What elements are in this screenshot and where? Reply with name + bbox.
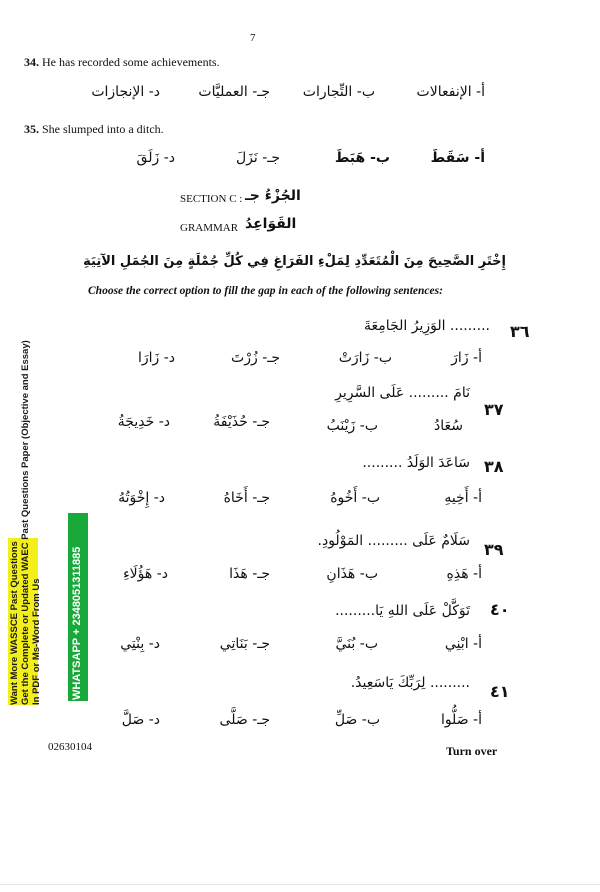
q35-option-b: ب- هَبَطَ bbox=[334, 150, 390, 166]
q34-option-c: جـ- العمليَّات bbox=[198, 84, 270, 100]
q41-option-b: ب- صَلِّ bbox=[334, 712, 380, 728]
q37-option-b: ب- زَيْنَبُ bbox=[326, 418, 378, 434]
q36-option-b: ب- زَارَتْ bbox=[338, 350, 392, 366]
q40-number: ٤٠ bbox=[490, 600, 510, 619]
q41-number: ٤١ bbox=[490, 682, 510, 701]
q35-option-a: أ- سَقَطَ bbox=[430, 150, 485, 166]
paper-code: 02630104 bbox=[48, 741, 92, 753]
q38-option-b: ب- أَخُوهُ bbox=[330, 490, 380, 506]
q39-option-d: د- هَؤُلَاءِ bbox=[123, 566, 168, 582]
q37-option-d: د- خَدِيجَةُ bbox=[117, 414, 170, 430]
q37-option-a: سُعَادُ bbox=[434, 418, 463, 434]
q39-option-a: أ- هَذِهِ bbox=[446, 566, 482, 582]
q34-option-b: ب- التِّجارات bbox=[302, 84, 375, 100]
q34-option-d: د- الإنجازات bbox=[91, 84, 160, 100]
q40-option-d: د- بِنْتِي bbox=[120, 636, 160, 652]
grammar-arabic: القَوَاعِدُ bbox=[245, 216, 297, 232]
page-number: 7 bbox=[250, 32, 256, 44]
q34-label: 34. bbox=[24, 55, 39, 69]
q40-option-a: أ- ابْنِي bbox=[444, 636, 482, 652]
q38-number: ٣٨ bbox=[484, 457, 504, 476]
whatsapp-contact[interactable]: WHATSAPP + 2348051311885 bbox=[71, 546, 83, 700]
q40-option-b: ب- بُنَيَّ bbox=[335, 636, 378, 652]
q40-stem: تَوَكَّلْ عَلَى اللهِ يَا......... bbox=[335, 603, 470, 619]
q36-option-c: جـ- زُرْتَ bbox=[231, 350, 280, 366]
q38-option-d: د- إِخْوَتُهُ bbox=[118, 490, 165, 506]
q36-option-d: د- زَارَا bbox=[137, 350, 175, 366]
q36-number: ٣٦ bbox=[510, 322, 530, 341]
q37-stem: نَامَ ......... عَلَى السَّرِيرِ bbox=[335, 385, 470, 401]
q41-option-c: جـ- صَلَّى bbox=[219, 712, 270, 728]
section-arabic: الجُزْءُ جـ bbox=[245, 188, 301, 204]
q38-option-c: جـ- أَخَاهُ bbox=[223, 490, 270, 506]
q37-number: ٣٧ bbox=[484, 400, 504, 419]
q35-line bbox=[24, 122, 164, 137]
q36-stem: ......... الوَزِيرُ الجَامِعَةَ bbox=[364, 318, 490, 334]
promo-line-2: Get the Complete or Updated WAEC Past Questions Paper (Objective and Essay) bbox=[20, 340, 31, 705]
q35-sentence: She slumped into a ditch. bbox=[42, 122, 164, 136]
q41-option-d: د- صَلَّ bbox=[121, 712, 160, 728]
instructions-english: Choose the correct option to fill the gap in each of the following sentences: bbox=[88, 285, 443, 297]
instructions-arabic: إِخْتَرِ الصَّحِيحَ مِنَ الْمُتَعَدِّدِ لِمَلْءِ الفَرَاغِ فِي كُلِّ جُمْلَةٍ مِنَ الجُمَلِ الآتِيَةِ bbox=[83, 254, 506, 269]
q41-option-a: أ- صَلُّوا bbox=[440, 712, 482, 728]
q34-option-a: أ- الإنفعالات bbox=[416, 84, 485, 100]
q34-sentence: He has recorded some achievements. bbox=[42, 55, 220, 69]
q35-option-d: د- زَلَقَ bbox=[136, 150, 175, 166]
q40-option-c: جـ- بَنَاتِي bbox=[219, 636, 270, 652]
turn-over: Turn over bbox=[446, 744, 498, 758]
grammar-label: GRAMMAR bbox=[180, 222, 239, 234]
q36-option-a: أ- زَارَ bbox=[451, 350, 482, 366]
section-label: SECTION C : bbox=[180, 193, 243, 205]
q38-option-a: أ- أَخِيهِ bbox=[444, 490, 482, 506]
q35-option-c: جـ- نَزَلَ bbox=[235, 150, 280, 166]
q39-option-b: ب- هَذَانِ bbox=[326, 566, 378, 582]
page-bottom-divider bbox=[0, 884, 600, 885]
q41-stem: ......... لِرَبِّكَ يَاسَعِيدُ. bbox=[350, 675, 470, 691]
q35-label: 35. bbox=[24, 122, 39, 136]
q39-stem: سَلَامٌ عَلَى ......... المَوْلُودِ. bbox=[317, 533, 470, 549]
q37-option-c: جـ- حُذَيْفَةُ bbox=[213, 414, 270, 430]
promo-line-1: Want More WASSCE Past Questions bbox=[9, 541, 20, 705]
q34-line bbox=[24, 55, 220, 70]
q38-stem: سَاعَدَ الوَلَدُ ......... bbox=[362, 455, 470, 471]
q39-option-c: جـ- هَذَا bbox=[229, 566, 270, 582]
q39-number: ٣٩ bbox=[484, 540, 504, 559]
promo-line-3: In PDF or Ms-Word From Us bbox=[31, 578, 42, 705]
